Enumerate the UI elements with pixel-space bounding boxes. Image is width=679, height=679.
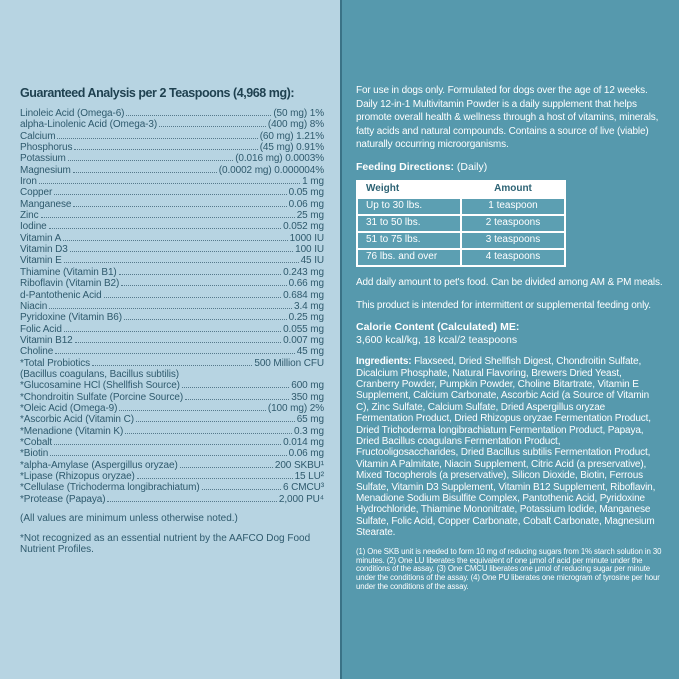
amount-cell: 1 teaspoon — [462, 199, 564, 214]
dot-leader — [121, 285, 286, 286]
analysis-item-value: 0.05 mg — [288, 187, 324, 199]
analysis-item-name: Iodine — [20, 221, 47, 233]
analysis-item-value: 2,000 PU⁴ — [278, 493, 324, 505]
calorie-content-heading: Calorie Content (Calculated) ME: — [356, 321, 520, 334]
analysis-item-name: *alpha-Amylase (Aspergillus oryzae) — [20, 459, 178, 471]
analysis-item-value: (400 mg) 8% — [267, 119, 324, 131]
amount-cell: 3 teaspoons — [462, 233, 564, 248]
dot-leader — [125, 433, 292, 434]
dot-leader — [64, 262, 299, 263]
analysis-item — [20, 267, 324, 278]
guaranteed-analysis-list — [20, 108, 324, 505]
analysis-item — [20, 255, 324, 266]
analysis-item — [20, 460, 324, 471]
analysis-item-name: Calcium — [20, 130, 56, 142]
analysis-item — [20, 392, 324, 403]
analysis-item — [20, 221, 324, 232]
analysis-item-name: Magnesium — [20, 164, 71, 176]
analysis-item-value: 0.007 mg — [283, 334, 324, 346]
analysis-item-value: 25 mg — [296, 210, 324, 222]
analysis-item-name: *Chondroitin Sulfate (Porcine Source) — [20, 391, 184, 403]
analysis-item-name: Copper — [20, 187, 53, 199]
analysis-item — [20, 142, 324, 153]
weight-cell: 76 lbs. and over — [358, 250, 460, 265]
analysis-item — [20, 119, 324, 130]
analysis-item-value: (0.016 mg) 0.0003% — [235, 153, 324, 165]
analysis-item — [20, 324, 324, 335]
analysis-item — [20, 244, 324, 255]
analysis-item-name: Niacin — [20, 300, 48, 312]
analysis-item-value: 100 IU — [295, 244, 324, 256]
analysis-item-value: 0.684 mg — [283, 289, 324, 301]
analysis-item-value: 45 mg — [296, 346, 324, 358]
analysis-item-name: *Ascorbic Acid (Vitamin C) — [20, 414, 134, 426]
analysis-item-value: 0.055 mg — [283, 323, 324, 335]
analysis-item — [20, 414, 324, 425]
analysis-item-name: Choline — [20, 346, 54, 358]
weight-cell: Up to 30 lbs. — [358, 199, 460, 214]
add-daily-note: Add daily amount to pet's food. Can be divided among AM & PM meals. — [356, 276, 663, 288]
minimum-values-note: (All values are minimum unless otherwise noted.) — [20, 513, 238, 525]
analysis-item-value: 45 IU — [300, 255, 324, 267]
analysis-item — [20, 290, 324, 301]
analysis-item — [20, 494, 324, 505]
analysis-item-value: 350 mg — [291, 391, 324, 403]
analysis-item-name: Riboflavin (Vitamin B2) — [20, 278, 120, 290]
analysis-item-value: 0.052 mg — [283, 221, 324, 233]
analysis-item-value: 6 CMCU³ — [283, 482, 324, 494]
analysis-item-value: 0.3 mg — [294, 425, 324, 437]
analysis-item-value: 0.66 mg — [288, 278, 324, 290]
dot-leader — [73, 172, 217, 173]
dot-leader — [182, 387, 289, 388]
analysis-item — [20, 380, 324, 391]
unit-definition-footnotes: (1) One SKB unit is needed to form 10 mg of reducing sugars from 1% starch solution in 30 minutes. (2) One LU liberates the equivalent of one µmol of acid per minute under the conditions of the assay. (3) One CMCU liberates one µmol of reducing sugar per minute under the conditions of the assay. (4) One PU liberates one microgram of tyrosine per hour under the conditions of the assay. — [356, 546, 662, 592]
analysis-item — [20, 176, 324, 187]
analysis-item-name: Folic Acid — [20, 323, 62, 335]
weight-cell: 31 to 50 lbs. — [358, 216, 460, 231]
analysis-item-value: 200 SKBU¹ — [274, 459, 324, 471]
dot-leader — [68, 160, 233, 161]
dot-leader — [63, 240, 288, 241]
analysis-item — [20, 482, 324, 493]
feeding-table-row — [358, 233, 564, 248]
analysis-item — [20, 131, 324, 142]
analysis-item-name: d-Pantothenic Acid — [20, 289, 102, 301]
analysis-item-name: Manganese — [20, 198, 72, 210]
feeding-table-row — [358, 250, 564, 265]
analysis-item — [20, 199, 324, 210]
analysis-item-name: *Biotin — [20, 448, 49, 460]
analysis-item-value: 0.06 mg — [288, 448, 324, 460]
analysis-item-value: 500 Million CFU — [254, 357, 324, 369]
analysis-item — [20, 335, 324, 346]
dot-leader — [74, 149, 257, 150]
feeding-directions-label: Feeding Directions: — [356, 160, 455, 173]
analysis-item-name: Thiamine (Vitamin B1) — [20, 266, 117, 278]
dot-leader — [75, 342, 281, 343]
analysis-item-name: *Protease (Papaya) — [20, 493, 106, 505]
analysis-item-name: *Menadione (Vitamin K) — [20, 425, 124, 437]
weight-cell: 51 to 75 lbs. — [358, 233, 460, 248]
analysis-item — [20, 346, 324, 357]
feeding-table-row — [358, 216, 564, 231]
amount-column-header: Amount — [462, 182, 564, 197]
analysis-item-value: (0.0002 mg) 0.000004% — [218, 164, 324, 176]
analysis-item-name: *Oleic Acid (Omega-9) — [20, 402, 118, 414]
ingredients-label: Ingredients: — [356, 356, 412, 368]
dot-leader — [49, 308, 292, 309]
ingredients-paragraph — [356, 356, 664, 539]
analysis-item — [20, 108, 324, 119]
analysis-item — [20, 187, 324, 198]
analysis-item — [20, 210, 324, 221]
analysis-item-name: Zinc — [20, 210, 39, 222]
analysis-item-name: Vitamin A — [20, 232, 62, 244]
analysis-item-value: 3.4 mg — [294, 300, 324, 312]
dot-leader — [49, 228, 281, 229]
analysis-item-value: 0.25 mg — [288, 312, 324, 324]
dot-leader — [107, 501, 276, 502]
analysis-item — [20, 153, 324, 164]
analysis-item — [20, 233, 324, 244]
analysis-item-value: (60 mg) 1.21% — [259, 130, 324, 142]
feeding-directions-table — [356, 180, 566, 267]
feeding-directions-suffix: (Daily) — [454, 160, 488, 173]
analysis-item-name: Vitamin D3 — [20, 244, 68, 256]
analysis-item — [20, 312, 324, 323]
dot-leader — [57, 138, 257, 139]
amount-cell: 4 teaspoons — [462, 250, 564, 265]
analysis-item-name: *Total Probiotics — [20, 357, 90, 369]
analysis-item-name: Vitamin E — [20, 255, 62, 267]
analysis-item — [20, 448, 324, 459]
dot-leader — [124, 319, 287, 320]
dot-leader — [41, 217, 295, 218]
dot-leader — [180, 467, 273, 468]
analysis-item — [20, 471, 324, 482]
analysis-item-value: 65 mg — [296, 414, 324, 426]
analysis-item-name: Linoleic Acid (Omega-6) — [20, 108, 125, 119]
analysis-item-name: Phosphorus — [20, 142, 73, 154]
analysis-item-name: *Glucosamine HCl (Shellfish Source) — [20, 380, 180, 392]
analysis-item — [20, 278, 324, 289]
dot-leader — [73, 206, 286, 207]
analysis-item-value: 1 mg — [302, 176, 324, 188]
analysis-item-value: 15 LU² — [294, 471, 324, 482]
dot-leader — [137, 478, 293, 479]
analysis-item — [20, 165, 324, 176]
analysis-item — [20, 301, 324, 312]
dot-leader — [50, 455, 286, 456]
analysis-item-subline: (Bacillus coagulans, Bacillus subtilis) — [20, 368, 179, 380]
weight-column-header: Weight — [358, 182, 460, 197]
dot-leader — [119, 274, 281, 275]
analysis-item-value: 0.014 mg — [283, 436, 324, 448]
analysis-item-value: 0.06 mg — [288, 198, 324, 210]
dot-leader — [185, 399, 289, 400]
feeding-directions-heading — [356, 161, 664, 173]
analysis-item-name: Vitamin B12 — [20, 334, 73, 346]
analysis-item-name: *Cobalt — [20, 436, 53, 448]
ingredients-text: Flaxseed, Dried Shellfish Digest, Chondroitin Sulfate, Dicalcium Phosphate, Natural Flavoring, Brewers Dried Yeast, Cranberry Powder, Pumpkin Powder, Choline Bitartrate, Vitamin E Supplement, Calcium Carbonate, Ascorbic Acid (a Source of Vitamin C), Zinc Sulfate, Calcium Sulfate, Dried Aspergillus oryzae Fermentation Product, Dried Rhizopus oryzae Fermentation Product, Dried Trichoderma longibrachiatum Fermentation Product, Papaya, Dried Bacillus coagulans Fermentation Product, Fructooligosaccharides, Dried Bacillus subtilis Fermentation Product, Vitamin A Palmitate, Niacin Supplement, Citric Acid (a preservative), Mixed Tocopherols (a preservative), Silicon Dioxide, Biotin, Ferrous Sulfate, Vitamin D3 Supplement, Vitamin B12 Supplement, Riboflavin, Menadione Sodium Bisulfite Complex, Pantothenic Acid, Pyridoxine Hydrochloride, Thiamine Mononitrate, Potassium Iodide, Manganese Sulfate, Folic Acid, Copper Carbonate, Cobalt Carbonate, Magnesium Stearate. — [356, 356, 656, 539]
dot-leader — [159, 126, 266, 127]
dot-leader — [126, 115, 271, 116]
analysis-item-name: Potassium — [20, 153, 66, 165]
analysis-item-value: 600 mg — [291, 380, 324, 392]
analysis-item-name: *Lipase (Rhizopus oryzae) — [20, 471, 135, 482]
analysis-item — [20, 437, 324, 448]
dot-leader — [54, 444, 281, 445]
analysis-item-value: 1000 IU — [289, 232, 324, 244]
analysis-item-name: Pyridoxine (Vitamin B6) — [20, 312, 123, 324]
usage-intro: For use in dogs only. Formulated for dogs over the age of 12 weeks. Daily 12-in-1 Multivitamin Powder is a daily supplement that helps promote overall health & wellness through a host of vitamins, minerals, fatty acids and natural compounds. Contains a source of live (viable) naturally occurring microorganisms. — [356, 85, 659, 151]
dot-leader — [104, 297, 282, 298]
dot-leader — [119, 410, 265, 411]
analysis-item — [20, 403, 324, 414]
intermittent-feeding-note: This product is intended for intermittent or supplemental feeding only. — [356, 299, 651, 311]
dot-leader — [55, 353, 294, 354]
dot-leader — [136, 421, 295, 422]
analysis-item-name: Iron — [20, 176, 37, 188]
dot-leader — [39, 183, 300, 184]
guaranteed-analysis-heading: Guaranteed Analysis per 2 Teaspoons (4,968 mg): — [20, 86, 295, 100]
analysis-item — [20, 358, 324, 369]
amount-cell: 2 teaspoons — [462, 216, 564, 231]
analysis-item-value: 0.243 mg — [283, 266, 324, 278]
dot-leader — [70, 251, 293, 252]
analysis-item-value: (50 mg) 1% — [273, 108, 324, 119]
dot-leader — [64, 331, 281, 332]
analysis-item-value: (45 mg) 0.91% — [259, 142, 324, 154]
analysis-item — [20, 426, 324, 437]
aafco-footnote: *Not recognized as an essential nutrient by the AAFCO Dog Food Nutrient Profiles. — [20, 532, 311, 556]
analysis-item-name: *Cellulase (Trichoderma longibrachiatum) — [20, 482, 200, 494]
feeding-table-header-row — [358, 182, 564, 197]
calorie-content-value: 3,600 kcal/kg, 18 kcal/2 teaspoons — [356, 334, 518, 347]
directions-panel — [340, 0, 679, 679]
dot-leader — [92, 365, 252, 366]
feeding-table-row — [358, 199, 564, 214]
dot-leader — [54, 194, 286, 195]
analysis-item-name: alpha-Linolenic Acid (Omega-3) — [20, 119, 158, 131]
analysis-item-value: (100 mg) 2% — [267, 402, 324, 414]
dot-leader — [202, 489, 281, 490]
